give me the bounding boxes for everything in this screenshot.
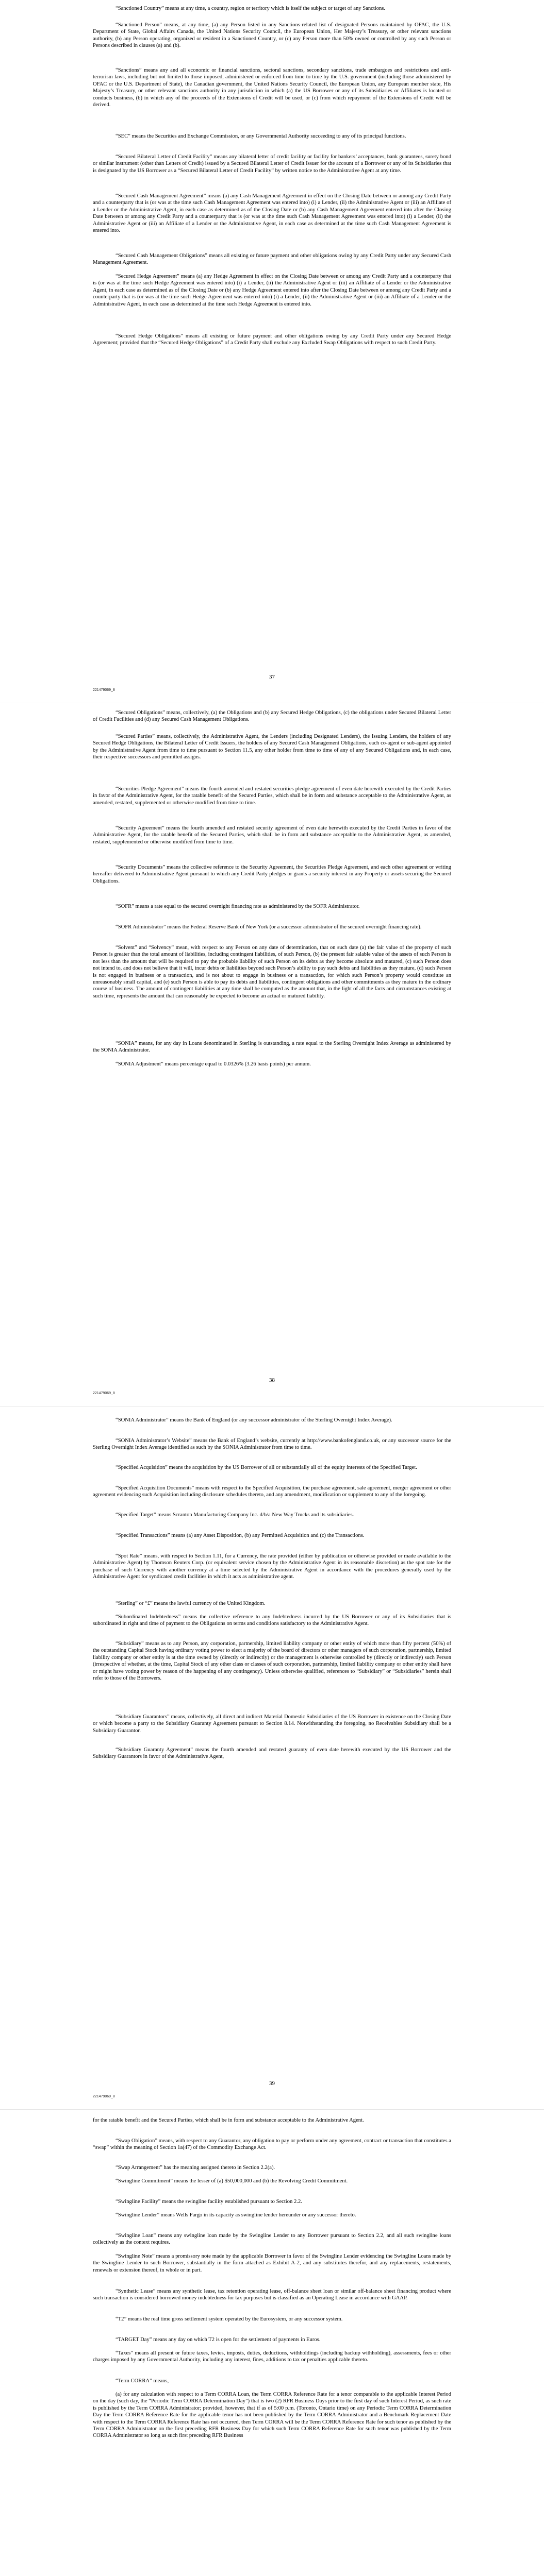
page-number: 39 [269, 2080, 275, 2087]
definition-paragraph: “Taxes” means all present or future taxes, levies, imposts, duties, deductions, withholdings (including backup withholding), assessments, fees or other charges imposed by any Governmental Authority, including any interest, fines, additions to tax or penalties applicable thereto. [93, 2350, 451, 2363]
definition-paragraph: “Specified Acquisition Documents” means with respect to the Specified Acquisition, the purchase agreement, sale agreement, merger agreement or other agreement evidencing such Acquisition including disclosure schedules thereto, and any amendment, modification or supplement to any of the foregoing. [93, 1485, 451, 1498]
definition-paragraph: “Swingline Facility” means the swingline facility established pursuant to Section 2.2. [116, 2199, 302, 2205]
definition-paragraph: “Subordinated Indebtedness” means the collective reference to any Indebtedness incurred by the US Borrower or any of its Subsidiaries that is subordinated in right and time of payment to the Obligations on terms and conditions satisfactory to the Administrative Agent. [93, 1614, 451, 1627]
definition-paragraph: “Secured Cash Management Obligations” means all existing or future payment and other obligations owing by any Credit Party under any Secured Cash Management Agreement. [93, 253, 451, 266]
document-page [0, 0, 544, 703]
definition-paragraph: “Swingline Commitment” means the lesser of (a) $50,000,000 and (b) the Revolving Credit Commitment. [116, 2178, 348, 2184]
document-page [0, 1406, 544, 2110]
definition-paragraph: “SONIA Administrator’s Website” means the Bank of England’s website, currently at http://www.bankofengland.co.uk, or any successor source for the Sterling Overnight Index Average identified as such by the SONIA Administrator from time to time. [93, 1438, 451, 1451]
document-page [0, 703, 544, 1406]
definition-paragraph: “Secured Obligations” means, collectively, (a) the Obligations and (b) any Secured Hedge Obligations, (c) the obligations under Secured Bilateral Letter of Credit Facilities and (d) any Secured Cash Management Obligations. [93, 710, 451, 723]
definition-paragraph: “SOFR” means a rate equal to the secured overnight financing rate as administered by the SOFR Administrator. [116, 904, 360, 909]
definition-paragraph: “Sterling” or “£” means the lawful currency of the United Kingdom. [116, 1601, 266, 1606]
definition-paragraph: “Term CORRA” means, [116, 2378, 169, 2384]
definition-paragraph: “Specified Transactions” means (a) any Asset Disposition, (b) any Permitted Acquisition and (c) the Transactions. [116, 1533, 365, 1538]
definition-paragraph: “SEC” means the Securities and Exchange Commission, or any Governmental Authority succeeding to any of its principal functions. [116, 133, 406, 139]
definition-paragraph: “Swap Obligation” means, with respect to any Guarantor, any obligation to pay or perform under any agreement, contract or transaction that constitutes a “swap” within the meaning of Section 1a(47) of the Commodity Exchange Act. [93, 2138, 451, 2151]
definition-paragraph: “Secured Hedge Agreement” means (a) any Hedge Agreement in effect on the Closing Date between or among any Credit Party and a counterparty that is (or was at the time such Hedge Agreement was entered into) (i) a Lender, (ii) the Administrative Agent or (iii) an Affiliate of a Lender or the Administrative Agent, in each case as determined as of the Closing Date or (b) any Hedge Agreement entered into after the Closing Date between or among any Credit Party and a counterparty that is (or was at the time such Hedge Agreement was entered into) (i) a Lender, (ii) the Administrative Agent or (iii) an Affiliate of a Lender or the Administrative Agent, in each case as determined at the time such Hedge Agreement is entered into. [93, 274, 451, 307]
definition-paragraph: “Subsidiary” means as to any Person, any corporation, partnership, limited liability company or other entity of which more than fifty percent (50%) of the outstanding Capital Stock having ordinary voting power to elect a majority of the board of directors or other managers of such corporation, partnership, limited liability company or other entity is at the time owned by (directly or indirectly) or the management is otherwise controlled by (directly or indirectly) such Person (irrespective of whether, at the time, Capital Stock of any other class or classes of such corporation, partnership, limited liability company or other entity shall have or might have voting power by reason of the happening of any contingency). Unless otherwise qualified, references to “Subsidiary” or “Subsidiaries” herein shall refer to those of the Borrowers. [93, 1641, 451, 1682]
definition-paragraph: “Sanctions” means any and all economic or financial sanctions, sectoral sanctions, secondary sanctions, trade embargoes and restrictions and anti-terrorism laws, including but not limited to those imposed, administered or enforced from time to time by the U.S. government (including those administered by OFAC or the U.S. Department of State), the Canadian government, the United Nations Security Council, the European Union, any European member state, His Majesty’s Treasury, or other relevant sanctions authority in any jurisdiction in which (a) the US Borrower or any of its Subsidiaries or Affiliates is located or conducts business, (b) in which any of the proceeds of the Extensions of Credit will be used, or (c) from which repayment of the Extensions of Credit will be derived. [93, 67, 451, 108]
definition-paragraph: “Security Documents” means the collective reference to the Security Agreement, the Securities Pledge Agreement, and each other agreement or writing hereafter delivered to Administrative Agent pursuant to which any Credit Party pledges or grants a security interest in any Property or assets securing the Secured Obligations. [93, 865, 451, 884]
definition-paragraph: for the ratable benefit and the Secured Parties, which shall be in form and substance acceptable to the Administrative Agent. [93, 2117, 364, 2123]
definition-paragraph: “Sanctioned Country” means at any time, a country, region or territory which is itself the subject or target of any Sanctions. [116, 6, 386, 11]
definition-paragraph: “Solvent” and “Solvency” mean, with respect to any Person on any date of determination, that on such date (a) the fair value of the property of such Person is greater than the total amount of liabilities, including contingent liabilities, of such Person, (b) the present fair salable value of the assets of such Person is not less than the amount that will be required to pay the probable liability of such Person on its debts as they become absolute and matured, (c) such Person does not intend to, and does not believe that it will, incur debts or liabilities beyond such Person’s ability to pay such debts and liabilities as they mature, (d) such Person is not engaged in business or a transaction, and is not about to engage in business or a transaction, for which such Person’s property would constitute an unreasonably small capital, and (e) such Person is able to pay its debts and liabilities, contingent obligations and other commitments as they mature in the ordinary course of business. The amount of contingent liabilities at any time shall be computed as the amount that, in the light of all the facts and circumstances existing at such time, represents the amount that can reasonably be expected to become an actual or matured liability. [93, 945, 451, 999]
definition-paragraph: “Swingline Loan” means any swingline loan made by the Swingline Lender to any Borrower pursuant to Section 2.2, and all such swingline loans collectively as the context requires. [93, 2233, 451, 2246]
definition-paragraph: “Secured Cash Management Agreement” means (a) any Cash Management Agreement in effect on the Closing Date between or among any Credit Party and a counterparty that is (or was at the time such Cash Management Agreement was entered into) (i) a Lender, (ii) the Administrative Agent or (iii) an Affiliate of a Lender or the Administrative Agent, in each case as determined as of the Closing Date or (b) any Cash Management Agreement entered into after the Closing Date between or among any Credit Party and a counterparty that is (or was at the time such Cash Management Agreement was entered into) (i) a Lender, (ii) the Administrative Agent or (iii) an Affiliate of a Lender or the Administrative Agent, in each case as determined at the time such Cash Management Agreement is entered into. [93, 193, 451, 234]
definition-paragraph: “Swap Arrangement” has the meaning assigned thereto in Section 2.2(a). [116, 2165, 275, 2171]
definition-paragraph: (a) for any calculation with respect to a Term CORRA Loan, the Term CORRA Reference Rate for a tenor comparable to the applicable Interest Period on the day (such day, the “Periodic Term CORRA Determination Day”) that is two (2) RFR Business Days prior to the first day of such Interest Period, as such rate is published by the Term CORRA Administrator; provided, however, that if as of 5:00 p.m. (Toronto, Ontario time) on any Periodic Term CORRA Determination Day the Term CORRA Reference Rate for the applicable tenor has not been published by the Term CORRA Administrator and a Benchmark Replacement Date with respect to the Term CORRA Reference Rate has not occurred, then Term CORRA will be the Term CORRA Reference Rate for such tenor as published by the Term CORRA Administrator on the first preceding RFR Business Day for which such Term CORRA Reference Rate for such tenor was published by the Term CORRA Administrator so long as such first preceding RFR Business [93, 2392, 451, 2439]
definition-paragraph: “TARGET Day” means any day on which T2 is open for the settlement of payments in Euros. [116, 2337, 321, 2343]
definition-paragraph: “Specified Acquisition” means the acquisition by the US Borrower of all or substantially all of the equity interests of the Specified Target. [116, 1465, 417, 1470]
definition-paragraph: “Subsidiary Guarantors” means, collectively, all direct and indirect Material Domestic Subsidiaries of the US Borrower in existence on the Closing Date or which become a party to the Subsidiary Guaranty Agreement pursuant to Section 8.14. Notwithstanding the foregoing, no Receivables Subsidiary shall be a Subsidiary Guarantor. [93, 1714, 451, 1734]
definition-paragraph: “Swingline Lender” means Wells Fargo in its capacity as swingline lender hereunder or any successor thereto. [116, 2212, 356, 2218]
definition-paragraph: “Synthetic Lease” means any synthetic lease, tax retention operating lease, off-balance sheet loan or similar off-balance sheet financing product where such transaction is considered borrowed money indebtedness for tax purposes but is classified as an Operating Lease in accordance with GAAP. [93, 2289, 451, 2301]
definition-paragraph: “SONIA Administrator” means the Bank of England (or any successor administrator of the Sterling Overnight Index Average). [116, 1417, 392, 1423]
definition-paragraph: “Spot Rate” means, with respect to Section 1.11, for a Currency, the rate provided (either by publication or otherwise provided or made available to the Administrative Agent) by Thomson Reuters Corp. (or equivalent service chosen by the Administrative Agent in its reasonable discretion) as the spot rate for the purchase of such Currency with another currency at a time selected by the Administrative Agent in accordance with the procedures generally used by the Administrative Agent for syndicated credit facilities in which it acts as administrative agent. [93, 1553, 451, 1580]
definition-paragraph: “SONIA Adjustment” means percentage equal to 0.0326% (3.26 basis points) per annum. [116, 1061, 311, 1067]
document-id: 221479069_8 [93, 688, 115, 692]
page-number: 38 [269, 1377, 275, 1383]
definition-paragraph: “Securities Pledge Agreement” means the fourth amended and restated securities pledge agreement of even date herewith executed by the Credit Parties in favor of the Administrative Agent, for the ratable benefit of the Secured Parties, which shall be in form and substance acceptable to the Administrative Agent, as amended, restated, supplemented or otherwise modified from time to time. [93, 786, 451, 806]
document-id: 221479069_8 [93, 1392, 115, 1395]
definition-paragraph: “SOFR Administrator” means the Federal Reserve Bank of New York (or a successor administrator of the secured overnight financing rate). [116, 924, 422, 930]
definition-paragraph: “SONIA” means, for any day in Loans denominated in Sterling is outstanding, a rate equal to the Sterling Overnight Index Average as administered by the SONIA Administrator. [93, 1041, 451, 1054]
definition-paragraph: “Subsidiary Guaranty Agreement” means the fourth amended and restated guaranty of even date herewith executed by the US Borrower and the Subsidiary Guarantors in favor of the Administrative Agent, [93, 1747, 451, 1760]
definition-paragraph: “Swingline Note” means a promissory note made by the applicable Borrower in favor of the Swingline Lender evidencing the Swingline Loans made by the Swingline Lender to such Borrower, substantially in the form attached as Exhibit A-2, and any substitutes therefor, and any replacements, restatements, renewals or extension thereof, in whole or in part. [93, 2253, 451, 2273]
definition-paragraph: “Secured Hedge Obligations” means all existing or future payment and other obligations owing by any Credit Party under any Secured Hedge Agreement; provided that the “Secured Hedge Obligations” of a Credit Party shall exclude any Excluded Swap Obligations with respect to such Credit Party. [93, 333, 451, 346]
document-page [0, 2110, 544, 2576]
definition-paragraph: “T2” means the real time gross settlement system operated by the Eurosystem, or any successor system. [116, 2316, 343, 2322]
definition-paragraph: “Sanctioned Person” means, at any time, (a) any Person listed in any Sanctions-related list of designated Persons maintained by OFAC, the U.S. Department of State, Global Affairs Canada, the United Nations Security Council, the European Union, Her Majesty’s Treasury, or other relevant sanctions authority, (b) any Person operating, organized or resident in a Sanctioned Country, or (c) any Person more than 50% owned or controlled by any such Person or Persons described in clauses (a) and (b). [93, 22, 451, 49]
document-id: 221479069_8 [93, 2095, 115, 2098]
definition-paragraph: “Secured Parties” means, collectively, the Administrative Agent, the Lenders (including Designated Lenders), the Issuing Lenders, the holders of any Secured Hedge Obligations, the Bilateral Letter of Credit Issuers, the holders of any Secured Cash Management Obligations, each co-agent or sub-agent appointed by the Administrative Agent from time to time pursuant to Section 11.5, any other holder from time to time of any of any Secured Obligations and, in each case, their respective successors and permitted assigns. [93, 734, 451, 760]
page-number: 37 [269, 674, 275, 680]
definition-paragraph: “Security Agreement” means the fourth amended and restated security agreement of even date herewith executed by the Credit Parties in favor of the Administrative Agent, for the ratable benefit of the Secured Parties, which shall be in form and substance acceptable to the Administrative Agent, as amended, restated, supplemented or otherwise modified from time to time. [93, 825, 451, 845]
definition-paragraph: “Secured Bilateral Letter of Credit Facility” means any bilateral letter of credit facility or facility for bankers’ acceptances, bank guarantees, surety bond or similar instrument (other than Letters of Credit) issued by a Secured Bilateral Letter of Credit Issuer for the account of a Borrower or any of its Subsidiaries that is designated by the US Borrower as a “Secured Bilateral Letter of Credit Facility” by written notice to the Administrative Agent at any time. [93, 154, 451, 174]
definition-paragraph: “Specified Target” means Scranton Manufacturing Company Inc. d/b/a New Way Trucks and its subsidiaries. [116, 1512, 354, 1518]
